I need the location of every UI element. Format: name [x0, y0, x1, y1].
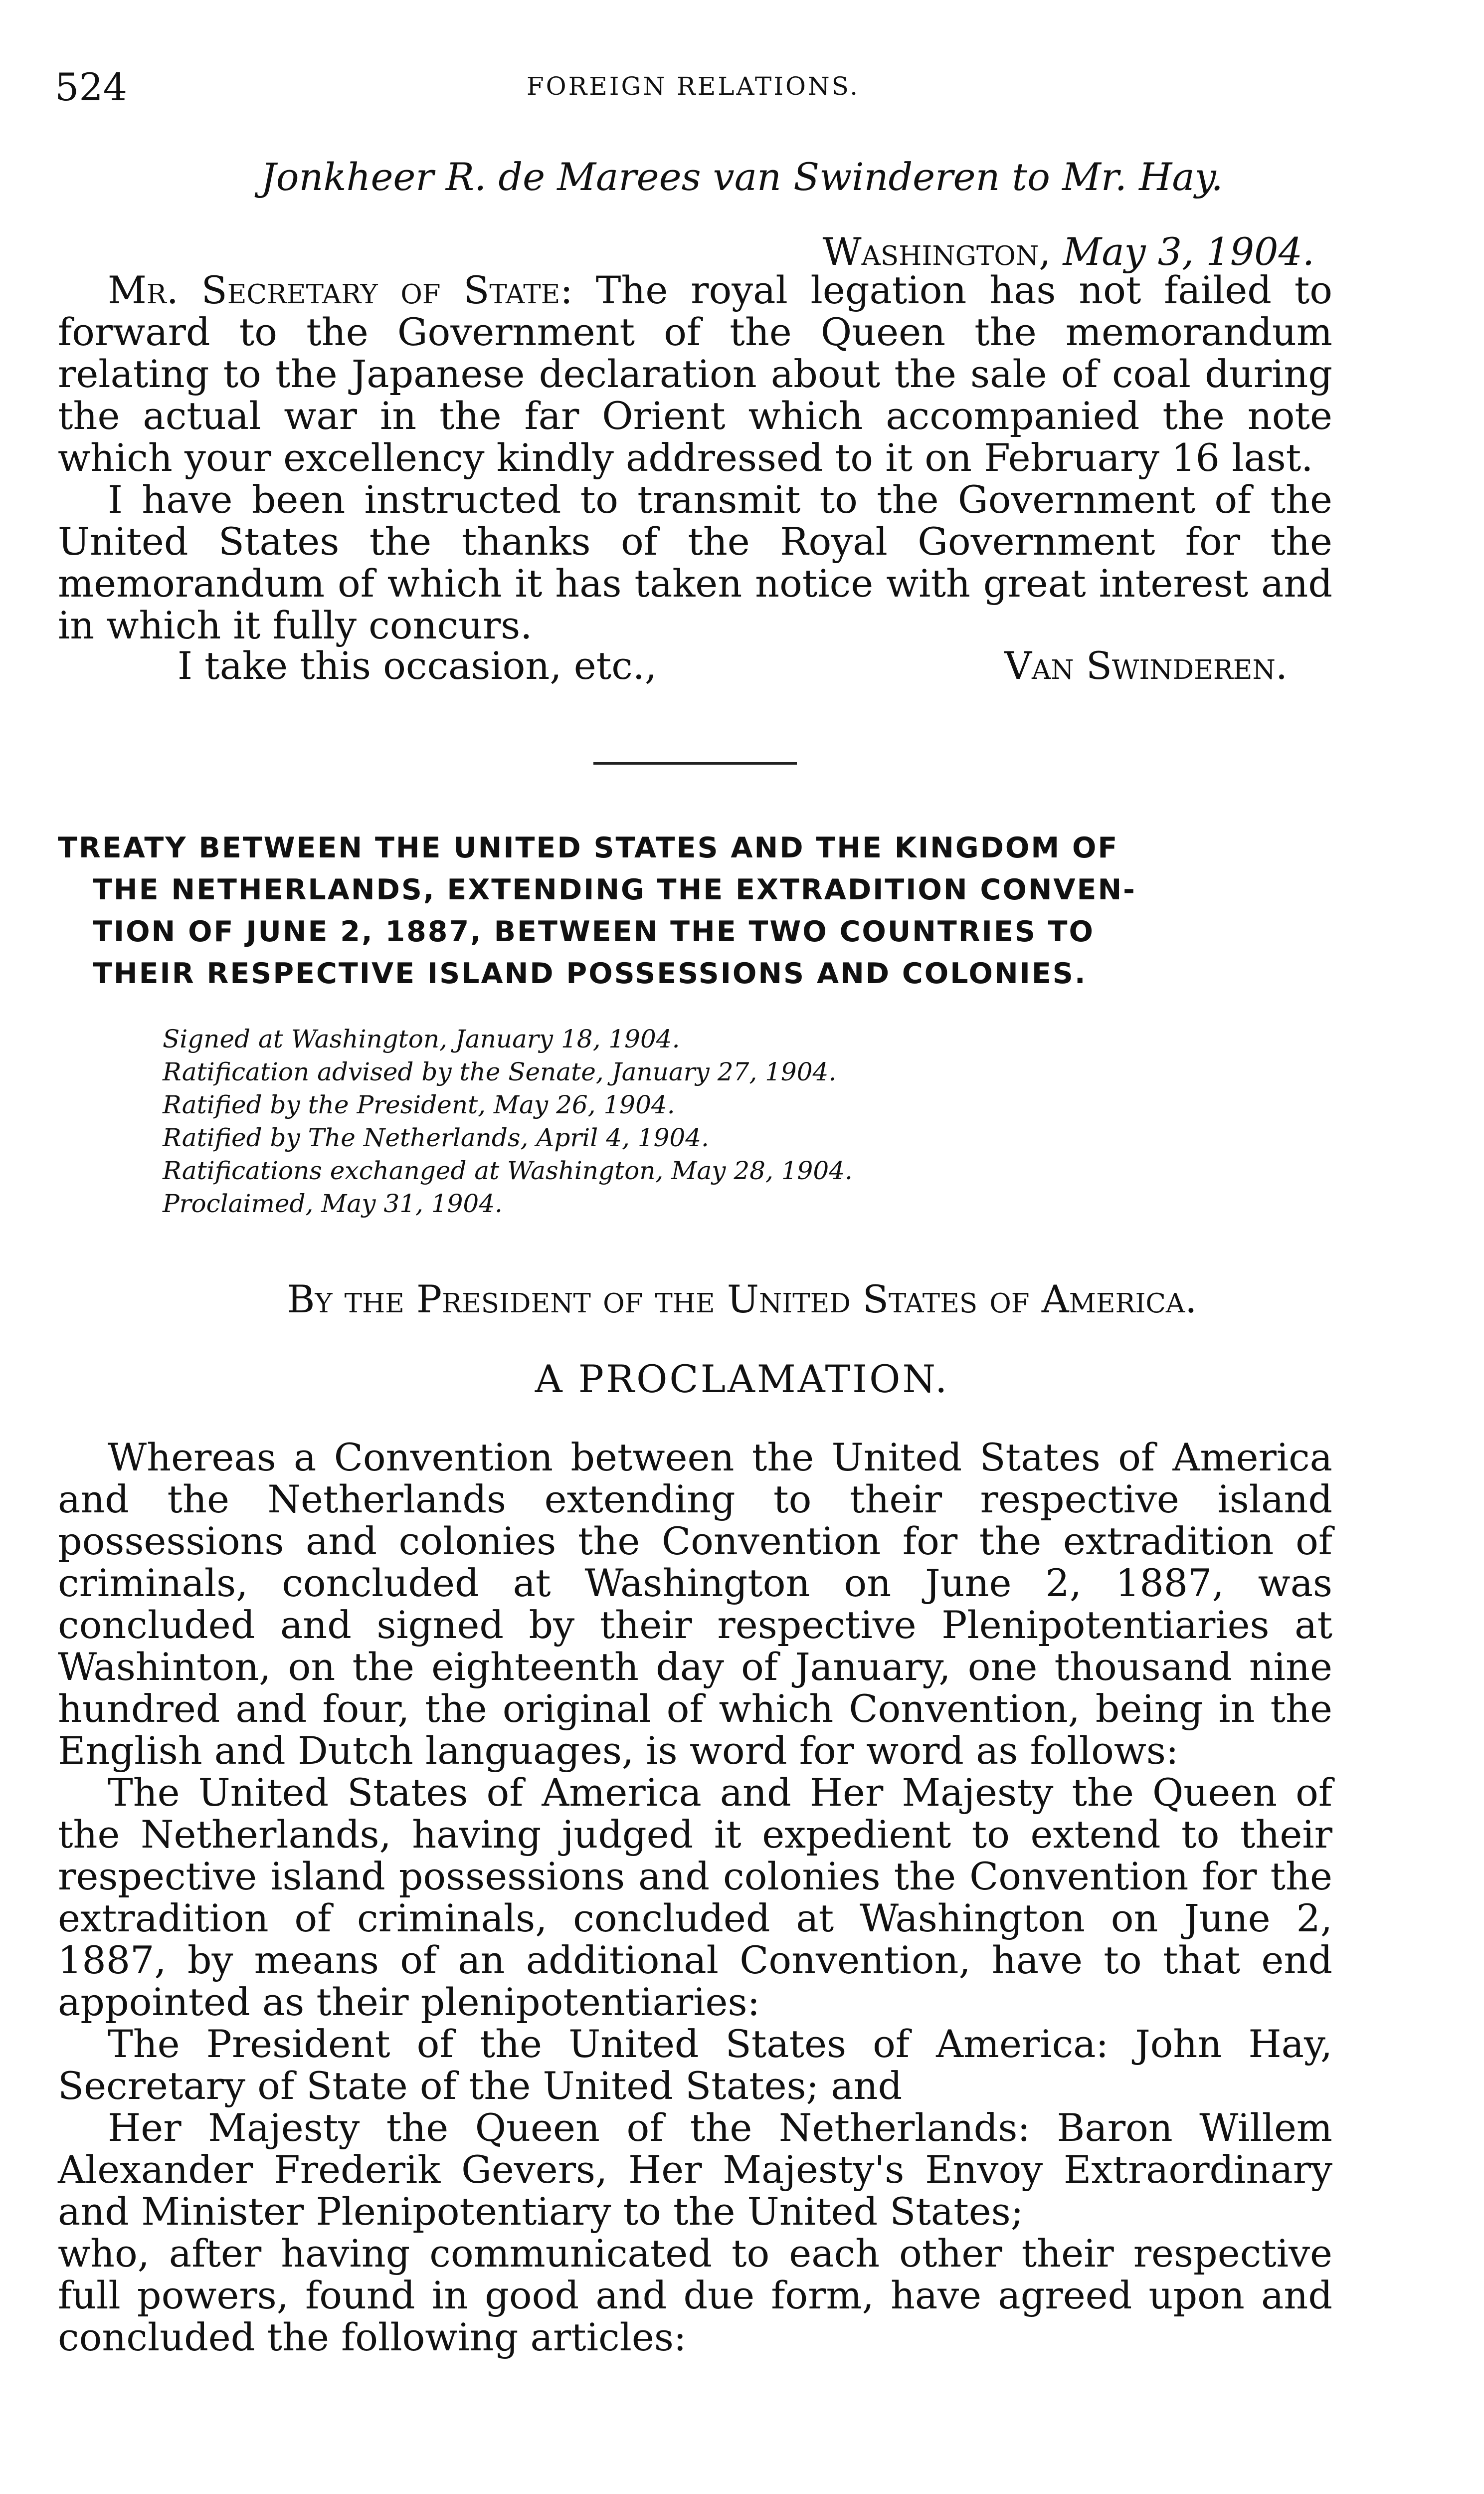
treaty-paragraph: Whereas a Convention between the United States of America and the Netherlands extending to their respective island possessions and colonies the Convention for the extradition of criminals, concluded at Washington on June 2, 1887, was concluded and signed by their respective Plenipotentiaries at Washinton, on the eighteenth day of January, one thousand nine hundred and four, the original of which Convention, being in the English and Dutch languages, is word for word as follows:: [58, 1435, 1332, 1773]
treaty-title-line: TREATY BETWEEN THE UNITED STATES AND THE KINGDOM OF: [58, 831, 1119, 864]
letter-body: [58, 269, 1332, 646]
section-divider: [593, 762, 797, 765]
history-line: Ratifications exchanged at Washington, May 28, 1904.: [163, 1156, 853, 1185]
letter-dateline: [822, 229, 1314, 274]
treaty-paragraph: who, after having communicated to each other their respective full powers, found in good and due form, have agreed upon and concluded the following articles:: [58, 2231, 1332, 2359]
treaty-body: [58, 1437, 1332, 2358]
treaty-title: [58, 827, 1334, 995]
treaty-paragraph: The United States of America and Her Majesty the Queen of the Netherlands, having judged it expedient to extend to their respective island possessions and colonies the Convention for the extradition of criminals, concluded at Washington on June 2, 1887, by means of an additional Convention, have to that end appointed as their plenipotentiaries:: [58, 1770, 1332, 2024]
treaty-title-line: THEIR RESPECTIVE ISLAND POSSESSIONS AND COLONIES.: [93, 957, 1087, 990]
closing-phrase: I take this occasion, etc.,: [178, 643, 657, 688]
by-the-president-line: By the President of the United States of America.: [287, 1277, 1197, 1321]
history-line: Ratification advised by the Senate, January 27, 1904.: [163, 1057, 837, 1086]
treaty-title-line: TION OF JUNE 2, 1887, BETWEEN THE TWO COUNTRIES TO: [93, 915, 1095, 948]
page-number: 524: [55, 65, 128, 109]
date: May 3, 1904.: [1063, 229, 1314, 274]
history-line: Signed at Washington, January 18, 1904.: [163, 1025, 680, 1053]
treaty-title-line: THE NETHERLANDS, EXTENDING THE EXTRADITION CONVEN-: [93, 873, 1136, 906]
date-place: Washington,: [822, 229, 1051, 274]
treaty-history: [163, 1023, 853, 1220]
letter-heading: Jonkheer R. de Marees van Swinderen to Mr. Hay.: [261, 155, 1223, 199]
running-header: [55, 65, 1331, 115]
signature: Van Swinderen.: [1004, 643, 1288, 688]
salutation: Mr. Secretary of State:: [108, 268, 573, 312]
treaty-paragraph: Her Majesty the Queen of the Netherlands: Baron Willem Alexander Frederik Gevers, Her Majesty's Envoy Extraordinary and Minister Plenipotentiary to the United States;: [58, 2105, 1332, 2234]
treaty-paragraph: The President of the United States of America: John Hay, Secretary of State of the United States; and: [58, 2022, 1332, 2108]
running-title: FOREIGN RELATIONS.: [526, 72, 860, 101]
letter-para2: I have been instructed to transmit to the Government of the United States the thanks of the Royal Government for the memorandum of which it has taken notice with great interest and in which it fully concurs.: [58, 477, 1332, 647]
letter-para1: The royal legation has not failed to forward to the Government of the Queen the memorandum relating to the Japanese declaration about the sale of coal during the actual war in the far Orient which accompanied the note which your excellency kindly addressed to it on February 16 last.: [58, 268, 1332, 480]
letter-paragraph: [58, 269, 1332, 479]
history-line: Ratified by the President, May 26, 1904.: [163, 1090, 675, 1119]
letter-closing: [58, 643, 1332, 688]
history-line: Proclaimed, May 31, 1904.: [163, 1189, 503, 1218]
history-line: Ratified by The Netherlands, April 4, 1904.: [163, 1123, 709, 1152]
proclamation-heading: A PROCLAMATION.: [535, 1357, 949, 1401]
